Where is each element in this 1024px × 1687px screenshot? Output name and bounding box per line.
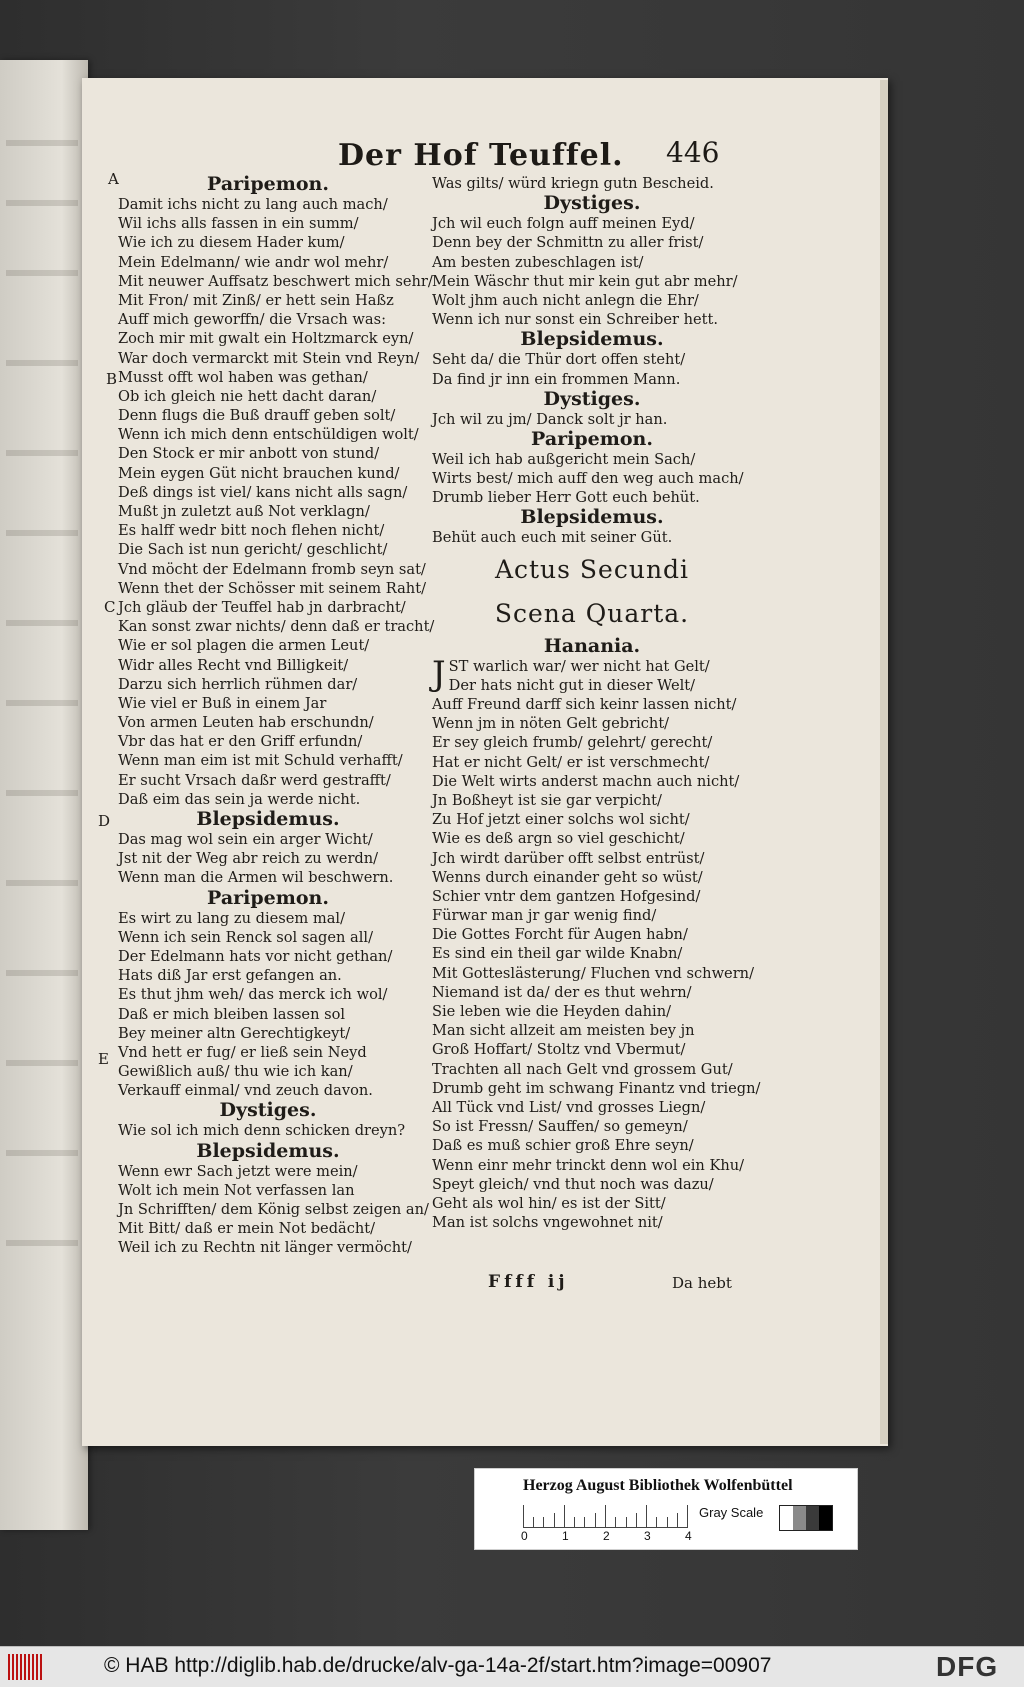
verse-line: Wie es deß argn so viel geschicht/ — [432, 830, 685, 848]
drop-capital: J — [432, 653, 446, 694]
verse-line: Vbr das hat er den Griff erfundn/ — [118, 733, 363, 751]
verse-line: So ist Fressn/ Sauffen/ so gemeyn/ — [432, 1118, 688, 1136]
verse-line: Wie ich zu diesem Hader kum/ — [118, 234, 345, 252]
verse-block-with-dropcap — [432, 653, 761, 1233]
verse-line: Mein Edelmann/ wie andr wol mehr/ — [118, 253, 389, 271]
verse-line: Widr alles Recht vnd Billigkeit/ — [118, 656, 349, 674]
verse-block — [118, 195, 435, 809]
verse-block — [118, 1121, 418, 1140]
speaker-heading: Paripemon. — [531, 427, 653, 450]
verse-block — [432, 350, 752, 388]
verse-line: Wirts best/ mich auff den weg auch mach/ — [432, 470, 744, 488]
verse-line: Daß er mich bleiben lassen sol — [118, 1005, 346, 1023]
verse-line: Die Gottes Forcht für Augen habn/ — [432, 926, 688, 944]
verse-line: Wenn man eim ist mit Schuld verhafft/ — [118, 752, 403, 770]
margin-letter-b: B — [106, 370, 118, 388]
verse-line: Wil ichs alls fassen in ein summ/ — [118, 215, 359, 233]
speaker-heading: Dystiges. — [219, 1099, 317, 1122]
verse-line: Er sucht Vrsach daßr werd gestrafft/ — [118, 771, 391, 789]
verse-line: Auff Freund darff sich keinr lassen nicht/ — [432, 696, 737, 713]
verse-line: Man sicht allzeit am meisten bey jn — [432, 1022, 695, 1040]
verse-line: Mit Bitt/ daß er mein Not bedächt/ — [118, 1220, 376, 1238]
speaker-heading: Blepsidemus. — [196, 808, 340, 830]
verse-line: Speyt gleich/ vnd thut noch was dazu/ — [432, 1175, 714, 1193]
verse-line: Von armen Leuten hab erschundn/ — [118, 714, 374, 732]
verse-line: Zu Hof jetzt einer solchs wol sicht/ — [432, 811, 690, 829]
verse-line: Daß eim das sein ja werde nicht. — [118, 790, 361, 808]
verse-line: Die Sach ist nun gericht/ geschlicht/ — [118, 541, 388, 559]
speaker-heading: Blepsidemus. — [520, 328, 664, 351]
library-name: Herzog August Bibliothek Wolfenbüttel — [523, 1477, 793, 1494]
verse-line: Vnd hett er fug/ er ließ sein Neyd — [118, 1043, 367, 1061]
gray-scale-patches — [779, 1505, 833, 1531]
verse-line: Denn bey der Schmittn zu aller frist/ — [432, 234, 704, 252]
verse-line: Hats diß Jar erst gefangen an. — [118, 967, 342, 985]
verse-line: Jch wirdt darüber offt selbst entrüst/ — [432, 849, 705, 867]
verse-line: Wolt jhm auch nicht anlegn die Ehr/ — [432, 291, 699, 309]
verse-line: Geht als wol hin/ es ist der Sitt/ — [432, 1194, 666, 1212]
margin-letter-a: A — [108, 170, 119, 188]
verse-line: Mußt jn zuletzt auß Not verklagn/ — [118, 503, 370, 520]
verse-line: Jch wil zu jm/ Danck solt jr han. — [432, 410, 668, 428]
verse-line: Wenn ich sein Renck sol sagen all/ — [118, 928, 374, 946]
verse-line: Vnd möcht der Edelmann fromb seyn sat/ — [118, 560, 426, 578]
verse-line: Mein Wäschr thut mir kein gut abr mehr/ — [432, 272, 738, 290]
speaker-heading: Hanania. — [543, 634, 641, 657]
verse-line: Daß es muß schier groß Ehre seyn/ — [432, 1137, 694, 1155]
verse-line: Hat er nicht Gelt/ er ist verschmecht/ — [432, 753, 710, 771]
verse-line: Denn flugs die Buß drauff geben solt/ — [118, 407, 396, 425]
verse-block — [118, 909, 418, 1101]
verse-line: Es wirt zu lang zu diesem mal/ — [118, 909, 345, 927]
scene-title: Scena Quarta. — [494, 598, 690, 628]
verse-block — [432, 653, 761, 1233]
verse-line: Ob ich gleich nie hett dacht daran/ — [118, 387, 377, 405]
verse-line: Jst nit der Weg abr reich zu werdn/ — [118, 850, 379, 868]
verse-line: Der hats nicht gut in dieser Welt/ — [448, 676, 696, 694]
speaker-heading: Blepsidemus. — [520, 506, 664, 529]
margin-letter-d: D — [98, 812, 111, 830]
verse-line: Groß Hoffart/ Stoltz vnd Vbermut/ — [432, 1041, 686, 1059]
verse-block — [432, 450, 752, 508]
verse-line: Da find jr inn ein frommen Mann. — [432, 370, 681, 388]
page-number: 446 — [666, 136, 720, 169]
verse-block — [118, 1162, 429, 1258]
speaker-heading: Blepsidemus. — [196, 1139, 340, 1162]
verse-line: Mit Fron/ mit Zinß/ er hett sein Haßz — [118, 291, 394, 309]
verse-line: Was gilts/ würd kriegn gutn Bescheid. — [432, 175, 714, 192]
scale-number: 2 — [603, 1529, 610, 1543]
speaker-heading: Dystiges. — [543, 192, 641, 215]
verse-line: Seht da/ die Thür dort offen steht/ — [432, 351, 686, 369]
verse-line: Wie sol ich mich denn schicken dreyn? — [118, 1122, 406, 1140]
left-column — [118, 173, 435, 1258]
scale-number: 3 — [644, 1529, 651, 1543]
signature-mark: Ffff ij — [488, 1272, 569, 1292]
verse-line: Mein eygen Güt nicht brauchen kund/ — [118, 464, 400, 482]
scale-number: 0 — [521, 1529, 528, 1543]
verse-line: Drumb geht im schwang Finantz vnd triegn/ — [432, 1079, 761, 1097]
previous-page-edge — [0, 60, 88, 1530]
verse-line: Wolt ich mein Not verfassen lan — [118, 1181, 355, 1199]
verse-block — [432, 528, 752, 547]
verse-line: Jn Boßheyt ist sie gar verpicht/ — [432, 791, 662, 809]
color-reference-card — [474, 1468, 858, 1550]
verse-line: War doch vermarckt mit Stein vnd Reyn/ — [118, 349, 420, 367]
verse-line: Darzu sich herrlich rühmen dar/ — [118, 675, 358, 693]
verse-line: Schier vntr dem gantzen Hofgesind/ — [432, 887, 701, 905]
verse-line: Wenn man die Armen wil beschwern. — [118, 869, 394, 887]
copyright-url[interactable]: © HAB http://diglib.hab.de/drucke/alv-ga-14a-2f/start.htm?image=00907 — [104, 1654, 772, 1677]
verse-line: Jch gläub der Teuffel hab jn darbracht/ — [118, 598, 406, 616]
verse-line: Kan sonst zwar nichts/ denn daß er tracht/ — [118, 618, 435, 636]
running-title: Der Hof Teuffel. — [338, 138, 624, 173]
verse-line: Jn Schrifften/ dem König selbst zeigen an/ — [118, 1201, 429, 1218]
verse-line: Niemand ist da/ der es thut wehrn/ — [432, 983, 692, 1001]
verse-line: Mit neuwer Auffsatz beschwert mich sehr/ — [118, 272, 433, 290]
gray-scale-label: Gray Scale — [699, 1505, 764, 1520]
verse-line: Damit ichs nicht zu lang auch mach/ — [118, 196, 388, 213]
verse-line: Behüt auch euch mit seiner Güt. — [432, 529, 673, 547]
catchword: Da hebt — [672, 1274, 732, 1292]
verse-line: Bey meiner altn Gerechtigkeyt/ — [118, 1024, 351, 1042]
verse-line: Wenn thet der Schösser mit seinem Raht/ — [118, 579, 426, 597]
verse-line: Drumb lieber Herr Gott euch behüt. — [432, 489, 700, 507]
verse-line: Zoch mir mit gwalt ein Holtzmarck eyn/ — [118, 330, 414, 348]
verse-line: Wenn ich mich denn entschüldigen wolt/ — [118, 426, 419, 444]
barcode-icon — [8, 1654, 44, 1680]
page-edge — [880, 80, 888, 1444]
verse-line: Gewißlich auß/ thu wie ich kan/ — [118, 1063, 353, 1081]
verse-line: Das mag wol sein ein arger Wicht/ — [118, 831, 373, 848]
verse-line: Musst offt wol haben was gethan/ — [118, 368, 368, 386]
speaker-heading: Paripemon. — [207, 886, 329, 909]
scale-number: 4 — [685, 1529, 692, 1543]
margin-letter-c: C — [104, 598, 116, 616]
verse-line: All Tück vnd List/ vnd grosses Liegn/ — [432, 1098, 706, 1116]
dfg-logo: DFG — [936, 1651, 999, 1682]
footer-bar — [0, 1646, 1024, 1687]
right-column — [432, 174, 761, 1232]
verse-line: Wenn jm in nöten Gelt gebricht/ — [432, 715, 670, 733]
verse-line: Weil ich zu Rechtn nit länger vermöcht/ — [118, 1239, 412, 1257]
verse-block — [432, 410, 752, 429]
verse-line: Wenn ewr Sach jetzt were mein/ — [118, 1162, 358, 1180]
verse-line: Am besten zubeschlagen ist/ — [432, 253, 644, 271]
verse-line: Es halff wedr bitt noch flehen nicht/ — [118, 522, 385, 540]
verse-line: Den Stock er mir anbott von stund/ — [118, 445, 380, 463]
verse-block — [432, 214, 752, 329]
verse-line: Wie er sol plagen die armen Leut/ — [118, 637, 370, 655]
verse-line: Wenn ich nur sonst ein Schreiber hett. — [432, 311, 719, 329]
verse-line: Mit Gotteslästerung/ Fluchen vnd schwern/ — [432, 964, 754, 982]
verse-line: Deß dings ist viel/ kans nicht alls sagn/ — [118, 483, 408, 501]
verse-line: Wenn einr mehr trinckt denn wol ein Khu/ — [432, 1156, 745, 1174]
verse-line: Er sey gleich frumb/ gelehrt/ gerecht/ — [432, 734, 713, 752]
verse-line: Man ist solchs vngewohnet nit/ — [432, 1214, 663, 1232]
verse-line: Auff mich geworffn/ die Vrsach was: — [118, 311, 387, 329]
act-title: Actus Secundi — [494, 554, 690, 584]
margin-letter-e: E — [98, 1050, 109, 1068]
speaker-heading: Dystiges. — [543, 387, 641, 410]
verse-line: Wenns durch einander geht so wüst/ — [432, 868, 703, 886]
verse-line: Weil ich hab außgericht mein Sach/ — [432, 450, 696, 468]
verse-line: Der Edelmann hats vor nicht gethan/ — [118, 947, 393, 965]
verse-line: Sie leben wie die Heyden dahin/ — [432, 1003, 672, 1020]
verse-line: Verkauff einmal/ vnd zeuch davon. — [118, 1082, 373, 1100]
verse-block — [118, 830, 418, 888]
verse-line: Wie viel er Buß in einem Jar — [118, 694, 327, 712]
scale-number: 1 — [562, 1529, 569, 1543]
verse-line: ST warlich war/ wer nicht hat Gelt/ — [448, 657, 710, 675]
verse-line: Jch wil euch folgn auff meinen Eyd/ — [432, 215, 695, 233]
verse-line: Fürwar man jr gar wenig find/ — [432, 907, 657, 925]
verse-line: Es thut jhm weh/ das merck ich wol/ — [118, 986, 388, 1004]
scale-ruler — [523, 1505, 688, 1528]
verse-line: Die Welt wirts anderst machn auch nicht/ — [432, 772, 740, 790]
speaker-heading: Paripemon. — [207, 173, 329, 195]
verse-line: Trachten all nach Gelt vnd grossem Gut/ — [432, 1060, 733, 1078]
verse-line: Es sind ein theil gar wilde Knabn/ — [432, 945, 683, 963]
